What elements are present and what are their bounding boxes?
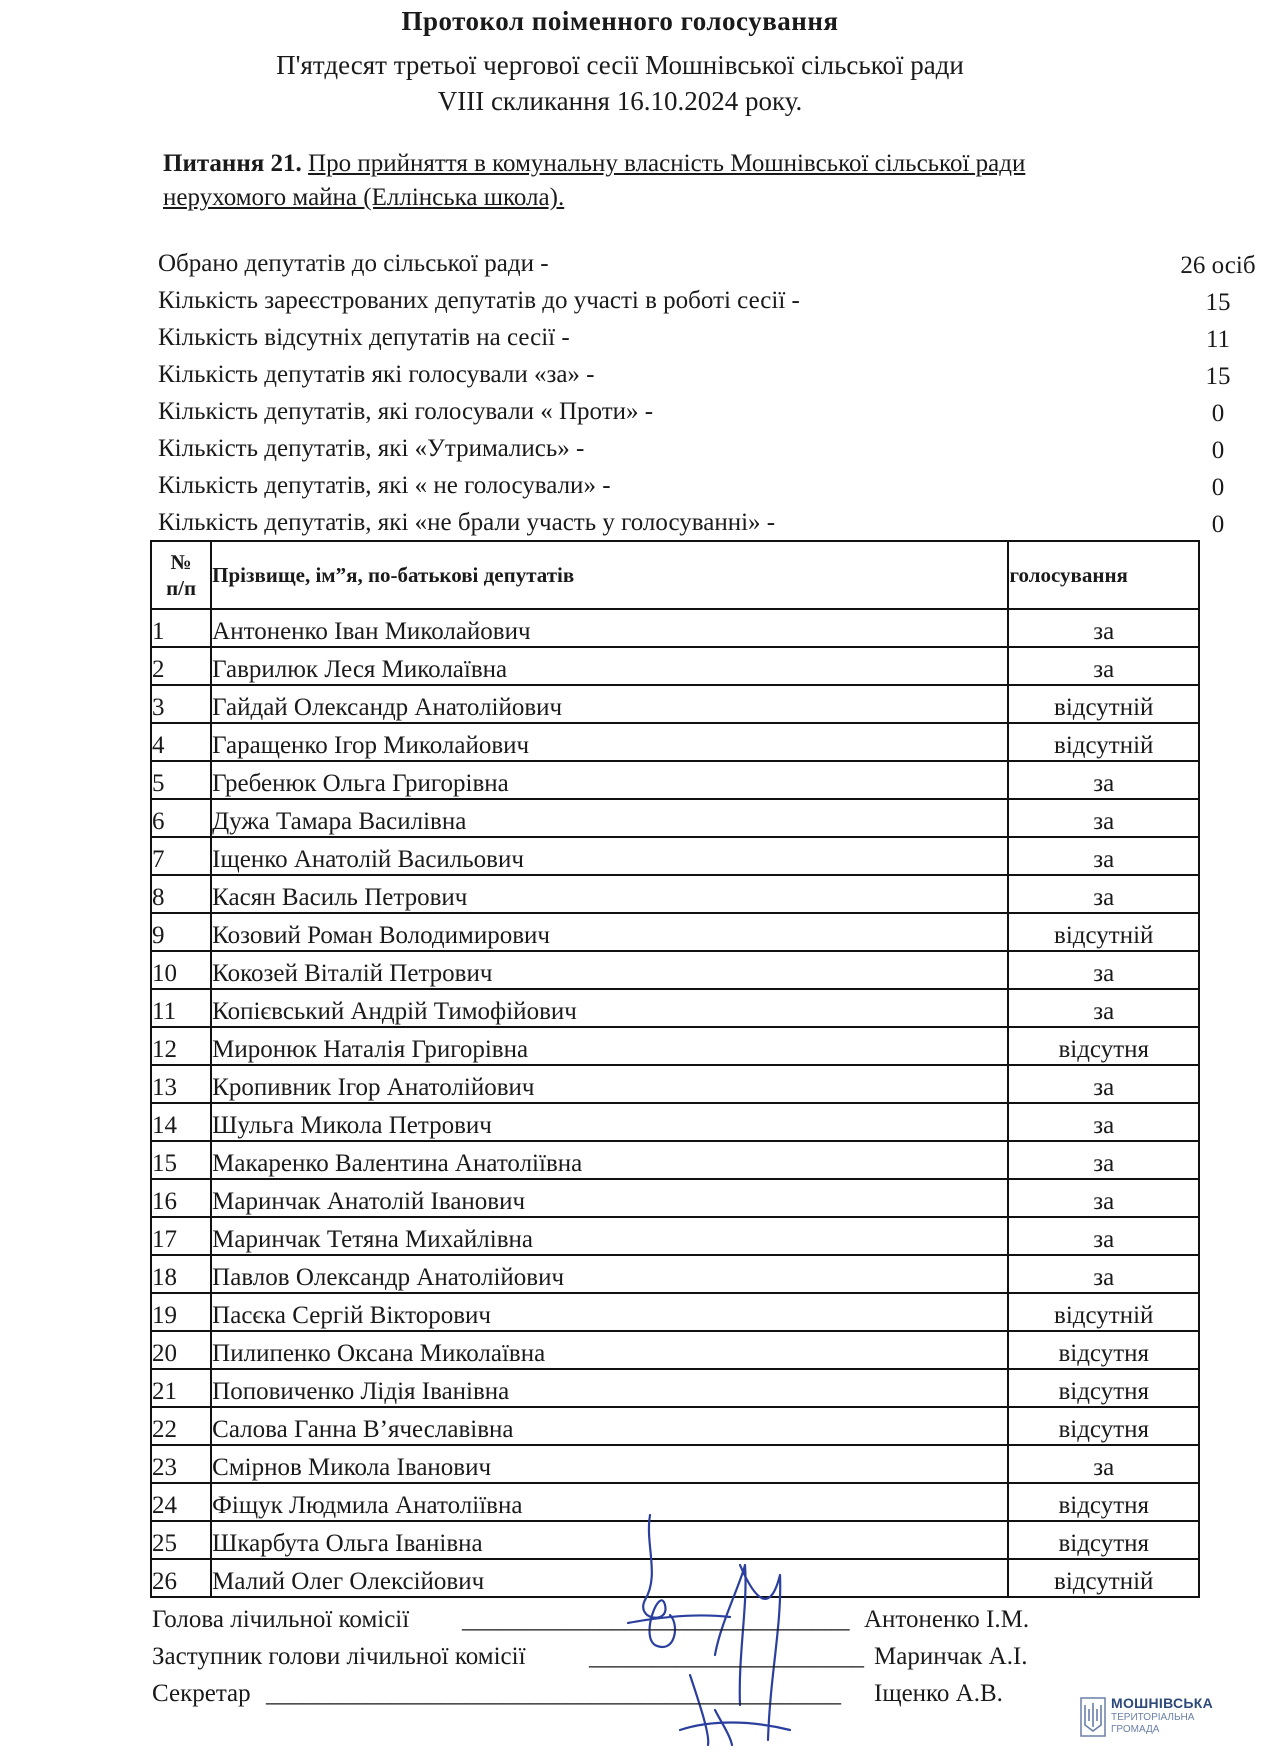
deputy-name: Антоненко Іван Миколайович: [211, 609, 1008, 647]
vote-result: за: [1008, 1445, 1199, 1483]
chair-signature-line: _______________________________: [462, 1606, 850, 1633]
vote-result: за: [1008, 799, 1199, 837]
row-number: 15: [151, 1141, 211, 1179]
vote-result: відсутній: [1008, 723, 1199, 761]
question-text: Про прийняття в комунальну власність Мошнівської сільської ради: [308, 150, 1026, 177]
stat-value: 26 осіб: [1180, 252, 1256, 279]
deputy-name: Павлов Олександр Анатолійович: [211, 1255, 1008, 1293]
row-number: 16: [151, 1179, 211, 1217]
stat-row: [158, 361, 1231, 398]
logo-line-2: ТЕРИТОРІАЛЬНА: [1111, 1712, 1195, 1723]
vote-result: відсутня: [1008, 1483, 1199, 1521]
row-number: 8: [151, 875, 211, 913]
deputy-name: Маринчак Тетяна Михайлівна: [211, 1217, 1008, 1255]
row-number: 19: [151, 1293, 211, 1331]
vote-result: за: [1008, 1255, 1199, 1293]
deputy-signature-line: ______________________: [589, 1643, 864, 1670]
question-label: Питання 21.: [163, 150, 302, 177]
vote-result: за: [1008, 1141, 1199, 1179]
deputy-label: Заступник голови лічильної комісії: [152, 1643, 526, 1670]
vote-result: за: [1008, 1103, 1199, 1141]
secretary-signature-row: [152, 1680, 1132, 1717]
signatures-block: [152, 1606, 1132, 1717]
vote-result: за: [1008, 761, 1199, 799]
vote-result: за: [1008, 875, 1199, 913]
vote-result: відсутня: [1008, 1407, 1199, 1445]
deputy-name: Козовий Роман Володимирович: [211, 913, 1008, 951]
stat-value: 0: [1211, 474, 1225, 501]
row-number: 23: [151, 1445, 211, 1483]
vote-result: за: [1008, 1179, 1199, 1217]
stat-value: 15: [1205, 289, 1231, 316]
row-number: 3: [151, 685, 211, 723]
table-row: [151, 685, 1199, 723]
agenda-question: [163, 147, 1208, 215]
secretary-name: Іщенко А.В.: [874, 1680, 1003, 1707]
deputy-name: Гаращенко Ігор Миколайович: [211, 723, 1008, 761]
table-row: [151, 1293, 1199, 1331]
stat-row: [158, 324, 1231, 361]
deputy-name: Миронюк Наталія Григорівна: [211, 1027, 1008, 1065]
row-number: 4: [151, 723, 211, 761]
stat-label: Кількість зареєстрованих депутатів до участі в роботі сесії -: [158, 287, 800, 314]
row-number: 7: [151, 837, 211, 875]
table-row: [151, 647, 1199, 685]
table-row: [151, 1065, 1199, 1103]
vote-result: відсутній: [1008, 913, 1199, 951]
row-number: 24: [151, 1483, 211, 1521]
logo-line-1: МОШНІВСЬКА: [1111, 1695, 1214, 1711]
session-subtitle: П'ятдесят третьої чергової сесії Мошнівської сільської ради: [276, 50, 964, 80]
row-number: 5: [151, 761, 211, 799]
row-number: 9: [151, 913, 211, 951]
stat-label: Кількість депутатів, які « не голосували» -: [158, 472, 611, 499]
deputy-name: Поповиченко Лідія Іванівна: [211, 1369, 1008, 1407]
secretary-signature-line: ______________________________________________: [266, 1680, 841, 1707]
stat-label: Кількість відсутніх депутатів на сесії -: [158, 324, 570, 351]
stat-label: Кількість депутатів які голосували «за» -: [158, 361, 595, 388]
row-number: 20: [151, 1331, 211, 1369]
secretary-label: Секретар: [152, 1680, 251, 1707]
vote-result: за: [1008, 989, 1199, 1027]
stat-label: Обрано депутатів до сільської ради -: [158, 250, 549, 277]
deputy-name: Касян Василь Петрович: [211, 875, 1008, 913]
row-number: 17: [151, 1217, 211, 1255]
stat-value: 0: [1211, 511, 1225, 538]
vote-result: відсутній: [1008, 685, 1199, 723]
deputy-name: Малий Олег Олексійович: [211, 1559, 1008, 1597]
row-number: 25: [151, 1521, 211, 1559]
vote-result: за: [1008, 647, 1199, 685]
vote-result: відсутній: [1008, 1293, 1199, 1331]
deputy-signature-row: [152, 1643, 1132, 1680]
vote-result: за: [1008, 1065, 1199, 1103]
question-text-cont: нерухомого майна (Еллінська школа).: [163, 184, 565, 211]
row-number: 21: [151, 1369, 211, 1407]
table-row: [151, 1103, 1199, 1141]
table-row: [151, 875, 1199, 913]
deputy-name: Шульга Микола Петрович: [211, 1103, 1008, 1141]
row-number: 18: [151, 1255, 211, 1293]
deputy-name: Салова Ганна В’ячеславівна: [211, 1407, 1008, 1445]
chair-label: Голова лічильної комісії: [152, 1606, 410, 1633]
table-row: [151, 951, 1199, 989]
convocation-date: VIII скликання 16.10.2024 року.: [437, 86, 803, 116]
deputy-name: Гайдай Олександр Анатолійович: [211, 685, 1008, 723]
table-row: [151, 1445, 1199, 1483]
deputy-name: Пилипенко Оксана Миколаївна: [211, 1331, 1008, 1369]
column-header-name: Прізвище, ім”я, по-батькові депутатів: [211, 541, 1008, 609]
trident-emblem-icon: [1080, 1697, 1106, 1737]
stat-row: [158, 250, 1256, 287]
stat-value: 15: [1205, 363, 1231, 390]
deputy-name: Кокозей Віталій Петрович: [211, 951, 1008, 989]
community-logo: [1080, 1693, 1230, 1743]
table-row: [151, 1255, 1199, 1293]
deputy-name: Дужа Тамара Василівна: [211, 799, 1008, 837]
vote-result: відсутня: [1008, 1521, 1199, 1559]
table-row: [151, 1331, 1199, 1369]
row-number: 2: [151, 647, 211, 685]
deputy-name: Гребенюк Ольга Григорівна: [211, 761, 1008, 799]
table-row: [151, 1179, 1199, 1217]
chair-name: Антоненко І.М.: [864, 1606, 1030, 1633]
row-number: 26: [151, 1559, 211, 1597]
table-header-row: [151, 541, 1199, 609]
table-row: [151, 723, 1199, 761]
deputy-name: Шкарбута Ольга Іванівна: [211, 1521, 1008, 1559]
table-row: [151, 1141, 1199, 1179]
stat-label: Кількість депутатів, які «Утримались» -: [158, 435, 585, 462]
row-number: 10: [151, 951, 211, 989]
deputy-name: Пасєка Сергій Вікторович: [211, 1293, 1008, 1331]
stat-label: Кількість депутатів, які голосували « Проти» -: [158, 398, 654, 425]
deputy-name: Копієвський Андрій Тимофійович: [211, 989, 1008, 1027]
vote-table: [150, 540, 1200, 1598]
table-row: [151, 1407, 1199, 1445]
column-header-vote: голосування: [1008, 541, 1199, 609]
row-number: 11: [151, 989, 211, 1027]
document-title: Протокол поіменного голосування: [401, 6, 839, 36]
stat-value: 11: [1205, 326, 1231, 353]
stat-row: [158, 287, 1231, 324]
stat-label: Кількість депутатів, які «не брали участь у голосуванні» -: [158, 509, 776, 536]
table-row: [151, 1027, 1199, 1065]
row-number: 22: [151, 1407, 211, 1445]
deputy-name: Маринчак А.І.: [874, 1643, 1028, 1670]
vote-result: відсутня: [1008, 1331, 1199, 1369]
deputy-name: Смірнов Микола Іванович: [211, 1445, 1008, 1483]
table-row: [151, 609, 1199, 647]
table-row: [151, 1369, 1199, 1407]
table-row: [151, 913, 1199, 951]
row-number: 6: [151, 799, 211, 837]
vote-result: за: [1008, 609, 1199, 647]
stat-row: [158, 435, 1225, 472]
row-number: 14: [151, 1103, 211, 1141]
row-number: 1: [151, 609, 211, 647]
vote-result: за: [1008, 837, 1199, 875]
stat-value: 0: [1211, 400, 1225, 427]
deputy-name: Фіщук Людмила Анатоліївна: [211, 1483, 1008, 1521]
vote-result: відсутня: [1008, 1027, 1199, 1065]
deputy-name: Гаврилюк Леся Миколаївна: [211, 647, 1008, 685]
table-row: [151, 761, 1199, 799]
logo-line-3: ГРОМАДА: [1111, 1724, 1160, 1735]
vote-statistics: [158, 250, 1256, 546]
column-header-number: № п/п: [151, 541, 211, 609]
table-row: [151, 989, 1199, 1027]
row-number: 12: [151, 1027, 211, 1065]
table-row: [151, 799, 1199, 837]
stat-row: [158, 398, 1225, 435]
stat-row: [158, 472, 1225, 509]
stat-value: 0: [1211, 437, 1225, 464]
deputy-name: Кропивник Ігор Анатолійович: [211, 1065, 1008, 1103]
vote-result: відсутня: [1008, 1369, 1199, 1407]
row-number: 13: [151, 1065, 211, 1103]
table-row: [151, 837, 1199, 875]
table-row: [151, 1217, 1199, 1255]
deputy-name: Маринчак Анатолій Іванович: [211, 1179, 1008, 1217]
deputy-name: Іщенко Анатолій Васильович: [211, 837, 1008, 875]
deputy-name: Макаренко Валентина Анатоліївна: [211, 1141, 1008, 1179]
chair-signature-row: [152, 1606, 1132, 1643]
vote-result: за: [1008, 951, 1199, 989]
vote-result: за: [1008, 1217, 1199, 1255]
vote-result: відсутній: [1008, 1559, 1199, 1597]
